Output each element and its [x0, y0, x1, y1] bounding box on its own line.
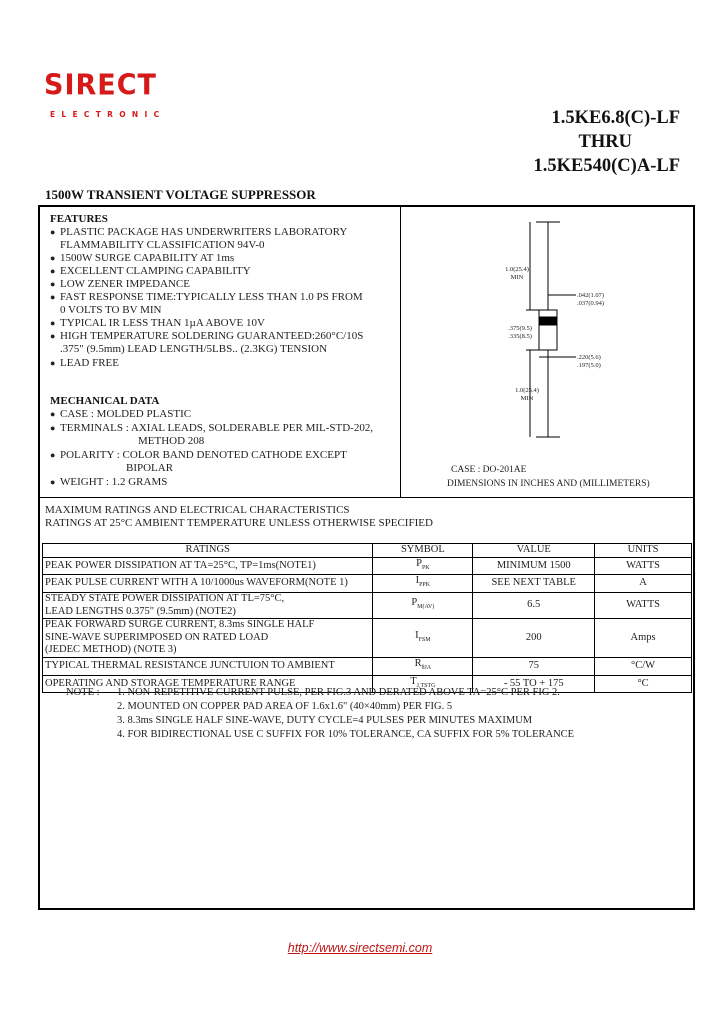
value-cell: MINIMUM 1500: [473, 557, 595, 575]
value-cell: SEE NEXT TABLE: [473, 575, 595, 593]
dim-lead-bot-line2: MIN: [520, 395, 534, 402]
cathode-band: [539, 317, 557, 325]
mechanical-heading: MECHANICAL DATA: [50, 395, 160, 407]
part-number-first: 1.5KE6.8(C)-LF: [551, 108, 680, 128]
feature-continuation: FLAMMABILITY CLASSIFICATION 94V-0: [60, 239, 265, 251]
feature-item: ● PLASTIC PACKAGE HAS UNDERWRITERS LABORATORY: [50, 226, 348, 238]
notes-label: NOTE :: [66, 687, 100, 698]
feature-item: ● FAST RESPONSE TIME:TYPICALLY LESS THAN 1.0 PS FROM: [50, 291, 363, 303]
ratings-table: [42, 543, 692, 693]
feature-item: ● LEAD FREE: [50, 357, 119, 369]
note-item: 3. 8.3ms SINGLE HALF SINE-WAVE, DUTY CYCLE=4 PULSES PER MINUTES MAXIMUM: [117, 715, 533, 726]
unit-cell: °C/W: [595, 657, 692, 675]
header-ratings: RATINGS: [43, 544, 373, 558]
symbol-cell: $R_{\theta JA}$: [373, 657, 473, 675]
package-outline-diagram: [402, 208, 692, 496]
unit-cell: A: [595, 575, 692, 593]
rating-cell: PEAK FORWARD SURGE CURRENT, 8.3ms SINGLE HALF SINE-WAVE SUPERIMPOSED ON RATED LOAD (JEDEC METHOD) (NOTE 3): [43, 619, 373, 658]
table-row: [43, 657, 692, 675]
dim-body-len-line2: .335(8.5): [508, 333, 532, 340]
dim-lead-top-line1: 1.0(25.4): [505, 266, 529, 273]
unit-cell: Amps: [595, 619, 692, 658]
value-cell: 200: [473, 619, 595, 658]
bullet-icon: ●: [50, 266, 56, 276]
rating-cell: PEAK POWER DISSIPATION AT TA=25°C, TP=1ms(NOTE1): [43, 557, 373, 575]
table-row: [43, 592, 692, 618]
document-title: 1500W TRANSIENT VOLTAGE SUPPRESSOR: [45, 187, 316, 202]
rating-cell: STEADY STATE POWER DISSIPATION AT TL=75°C, LEAD LENGTHS 0.375" (9.5mm) (NOTE2): [43, 592, 373, 618]
part-number-last: 1.5KE540(C)A-LF: [533, 156, 680, 176]
mechanical-continuation: BIPOLAR: [126, 462, 174, 474]
unit-cell: WATTS: [595, 557, 692, 575]
bullet-icon: ●: [50, 331, 56, 341]
case-label: CASE : DO-201AE: [451, 465, 527, 475]
header-value: VALUE: [473, 544, 595, 558]
diode-body: [539, 310, 557, 350]
rating-cell: TYPICAL THERMAL RESISTANCE JUNCTUION TO AMBIENT: [43, 657, 373, 675]
feature-continuation: .375" (9.5mm) LEAD LENGTH/5LBS.. (2.3KG) TENSION: [60, 343, 328, 355]
header-symbol: SYMBOL: [373, 544, 473, 558]
symbol-cell: $I_{FSM}$: [373, 619, 473, 658]
mechanical-item: ● CASE : MOLDED PLASTIC: [50, 408, 192, 420]
dim-lead-bot-line1: 1.0(25.4): [515, 387, 539, 394]
bullet-icon: ●: [50, 450, 56, 460]
table-header-row: [43, 544, 692, 558]
brand-tagline: ELECTRONIC: [50, 110, 166, 119]
symbol-cell: $T_{J,TSTG}$: [373, 675, 473, 693]
dim-lead-dia-line2: .037(0.94): [577, 300, 605, 307]
footer-url-domain: www.sirectsemi.com: [319, 941, 433, 955]
bullet-icon: ●: [50, 279, 56, 289]
diode-drawing: [526, 222, 576, 437]
symbol-cell: $P_{M(AV)}$: [373, 592, 473, 618]
feature-item: ● LOW ZENER IMPEDANCE: [50, 278, 190, 290]
note-item: 1. NON-REPETITIVE CURRENT PULSE, PER FIG.3 AND DERATED ABOVE TA=25°C PER FIG 2.: [117, 687, 560, 698]
bullet-icon: ●: [50, 292, 56, 302]
feature-item: ● EXCELLENT CLAMPING CAPABILITY: [50, 265, 251, 277]
dim-lead-top-line2: MIN: [510, 274, 524, 281]
mechanical-continuation: METHOD 208: [138, 435, 205, 447]
features-heading: FEATURES: [50, 213, 108, 225]
dim-body-dia-line1: .220(5.6): [577, 354, 601, 361]
unit-cell: °C: [595, 675, 692, 693]
vertical-divider: [400, 207, 401, 497]
value-cell: - 55 TO + 175: [473, 675, 595, 693]
footer-url[interactable]: [0, 941, 720, 955]
bullet-icon: ●: [50, 409, 56, 419]
rating-cell: PEAK PULSE CURRENT WITH A 10/1000us WAVEFORM(NOTE 1): [43, 575, 373, 593]
bullet-icon: ●: [50, 227, 56, 237]
feature-item: ● HIGH TEMPERATURE SOLDERING GUARANTEED:260°C/10S: [50, 330, 364, 342]
brand-logo: SIRECT: [44, 69, 157, 102]
bullet-icon: ●: [50, 423, 56, 433]
dim-body-dia-line2: .197(5.0): [577, 362, 601, 369]
footer-url-prefix: http://: [287, 941, 320, 955]
table-row: [43, 557, 692, 575]
value-cell: 75: [473, 657, 595, 675]
mechanical-item: ● TERMINALS : AXIAL LEADS, SOLDERABLE PER MIL-STD-202,: [50, 422, 374, 434]
note-item: 4. FOR BIDIRECTIONAL USE C SUFFIX FOR 10% TOLERANCE, CA SUFFIX FOR 5% TOLERANCE: [117, 729, 575, 740]
bullet-icon: ●: [50, 318, 56, 328]
feature-item: ● TYPICAL IR LESS THAN 1µA ABOVE 10V: [50, 317, 265, 329]
unit-cell: WATTS: [595, 592, 692, 618]
dim-body-len-line1: .375(9.5): [508, 325, 532, 332]
horizontal-divider: [40, 497, 693, 498]
symbol-cell: $P_{PK}$: [373, 557, 473, 575]
feature-item: ● 1500W SURGE CAPABILITY AT 1ms: [50, 252, 235, 264]
dim-lead-dia-line1: .042(1.07): [577, 292, 605, 299]
bullet-icon: ●: [50, 253, 56, 263]
symbol-cell: $I_{PPK}$: [373, 575, 473, 593]
rating-cell: OPERATING AND STORAGE TEMPERATURE RANGE: [43, 675, 373, 693]
bullet-icon: ●: [50, 477, 56, 487]
feature-continuation: 0 VOLTS TO BV MIN: [60, 304, 162, 316]
header-units: UNITS: [595, 544, 692, 558]
bullet-icon: ●: [50, 358, 56, 368]
table-row: [43, 619, 692, 658]
value-cell: 6.5: [473, 592, 595, 618]
note-item: 2. MOUNTED ON COPPER PAD AREA OF 1.6x1.6" (40×40mm) PER FIG. 5: [117, 701, 453, 712]
table-row: [43, 575, 692, 593]
dimensions-label: DIMENSIONS IN INCHES AND (MILLIMETERS): [447, 479, 650, 489]
part-number-thru: THRU: [578, 132, 632, 152]
ratings-intro-line2: RATINGS AT 25°C AMBIENT TEMPERATURE UNLESS OTHERWISE SPECIFIED: [45, 517, 433, 529]
mechanical-item: ● WEIGHT : 1.2 GRAMS: [50, 476, 168, 488]
mechanical-item: ● POLARITY : COLOR BAND DENOTED CATHODE EXCEPT: [50, 449, 347, 461]
ratings-intro-line1: MAXIMUM RATINGS AND ELECTRICAL CHARACTERISTICS: [45, 504, 350, 516]
